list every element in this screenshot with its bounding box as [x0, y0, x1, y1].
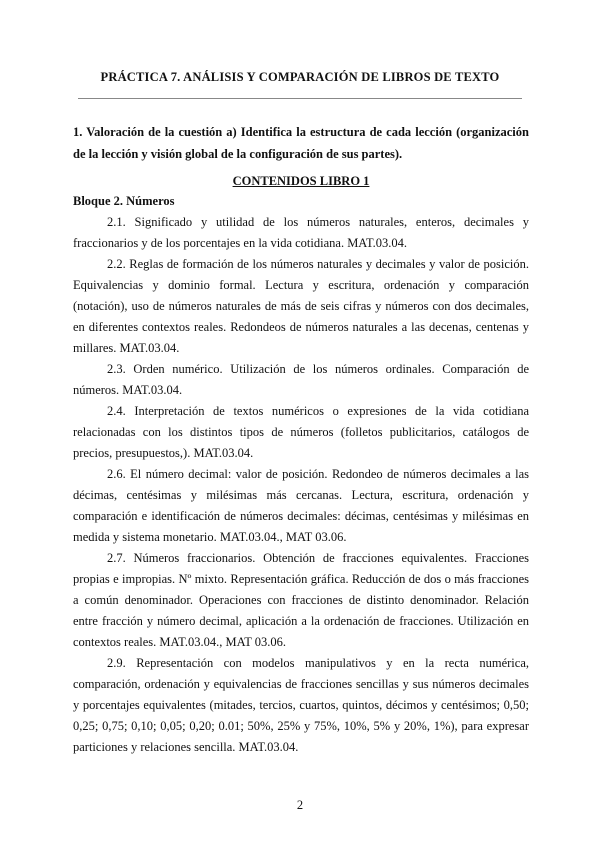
section-heading: CONTENIDOS LIBRO 1 — [232, 174, 370, 188]
paragraph-2-9: 2.9. Representación con modelos manipulativos y en la recta numérica, comparación, ordenación y equivalencias de fracciones sencillas y sus números decimales y porcentajes equivalentes (mitades, tercios, cuartos, quintos, décimos y centésimos; 0,50; 0,25; 0,75; 0,10; 0,05; 0,20; 0.01; 50%, 25% y 75%, 10%, 5% y 20%, 1%), para expresar particiones y relaciones sencilla. MAT.03.04. — [73, 656, 529, 754]
question-heading: 1. Valoración de la cuestión a) Identifica la estructura de cada lección (organización de la lección y visión global de la configuración de sus partes). — [73, 125, 529, 161]
content-body — [73, 212, 529, 758]
block-heading: Bloque 2. Números — [73, 194, 175, 208]
paragraph-2-3: 2.3. Orden numérico. Utilización de los números ordinales. Comparación de números. MAT.03.04. — [73, 362, 529, 397]
paragraph-2-6: 2.6. El número decimal: valor de posición. Redondeo de números decimales a las décimas, centésimas y milésimas más cercanas. Lectura, escritura, ordenación y comparación e identificación de números decimales: décimas, centésimas y milésimas en medida y sistema monetario. MAT.03.04., MAT 03.06. — [73, 467, 529, 544]
paragraph-2-7: 2.7. Números fraccionarios. Obtención de fracciones equivalentes. Fracciones propias e impropias. Nº mixto. Representación gráfica. Reducción de dos o más fracciones a común denominador. Operaciones con fracciones de distinto denominador. Relación entre fracción y número decimal, aplicación a la ordenación de fracciones. Utilización en contextos reales. MAT.03.04., MAT 03.06. — [73, 551, 529, 649]
paragraph-2-2: 2.2. Reglas de formación de los números naturales y decimales y valor de posición. Equivalencias y dominio formal. Lectura y escritura, ordenación y comparación (notación), uso de números naturales de más de seis cifras y números con dos decimales, en diferentes contextos reales. Redondeos de números naturales a las decenas, centenas y millares. MAT.03.04. — [73, 257, 529, 355]
paragraph-2-1: 2.1. Significado y utilidad de los números naturales, enteros, decimales y fraccionarios y de los porcentajes en la vida cotidiana. MAT.03.04. — [73, 215, 529, 250]
paragraph-2-4: 2.4. Interpretación de textos numéricos o expresiones de la vida cotidiana relacionadas con los distintos tipos de números (folletos publicitarios, catálogos de precios, presupuestos,). MAT.03.04. — [73, 404, 529, 460]
title-divider — [78, 98, 522, 99]
document-title: PRÁCTICA 7. ANÁLISIS Y COMPARACIÓN DE LIBROS DE TEXTO — [100, 70, 500, 84]
page-number: 2 — [296, 798, 304, 812]
